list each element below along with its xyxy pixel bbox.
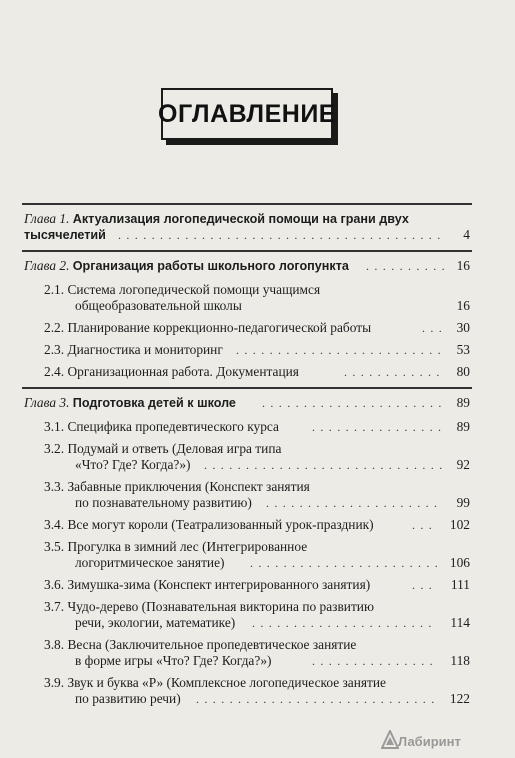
section-3-1 (44, 419, 279, 435)
labirint-logo-icon (381, 730, 399, 750)
section-title-cont: «Что? Где? Когда?») (75, 457, 191, 472)
section-title-cont: логоритмическое занятие) (75, 555, 225, 570)
section-3-4 (44, 517, 374, 533)
section-number: 3.3. (44, 479, 65, 494)
section-title-cont: по познавательному развитию) (75, 495, 252, 510)
section-3-3-page: 99 (456, 495, 470, 510)
leader-dots: . . . . . . . . . . . . (344, 365, 441, 379)
section-title-cont: общеобразовательной школы (75, 298, 242, 313)
watermark-text: Лабиринт (398, 734, 461, 749)
toc-title: ОГЛАВЛЕНИЕ (158, 99, 336, 128)
section-3-8-line1 (44, 637, 356, 653)
section-title: Чудо-дерево (Познавательная викторина по развитию (67, 599, 374, 614)
chapter-1-page: 4 (463, 227, 470, 242)
section-number: 3.7. (44, 599, 65, 614)
section-3-6-page: 111 (450, 577, 470, 592)
section-title-cont: по развитию речи) (75, 691, 181, 706)
leader-dots: . . . (422, 321, 443, 335)
leader-dots: . . . . . . . . . . (366, 259, 446, 273)
section-3-4-page: 102 (449, 517, 470, 532)
section-3-5-line2 (75, 555, 225, 571)
section-title: Забавные приключения (Конспект занятия (67, 479, 310, 494)
section-3-5-page: 106 (449, 555, 470, 570)
section-title: Специфика пропедевтического курса (67, 419, 279, 434)
chapter-1-title-line2: тысячелетий (24, 228, 106, 242)
section-3-7-line2 (75, 615, 235, 631)
section-3-7-page: 114 (450, 615, 470, 630)
leader-dots: . . . . . . . . . . . . . . . . . . . . . . . . . . . . . (204, 458, 444, 472)
section-3-3-line1 (44, 479, 310, 495)
chapter-2-label: Глава 2 (24, 258, 67, 273)
chapter-1-title-line1: Актуализация логопедической помощи на грани двух (72, 212, 409, 226)
leader-dots: . . . . . . . . . . . . . . . . . . . . . . . . . (236, 343, 442, 357)
section-2-1-line1 (44, 282, 320, 298)
section-number: 3.4. (44, 517, 65, 532)
section-3-8-page: 118 (450, 653, 470, 668)
section-2-4-page: 80 (456, 364, 470, 379)
section-2-2 (44, 320, 371, 336)
chapter-1-label: Глава 1 (24, 211, 67, 226)
section-title: Подумай и ответь (Деловая игра типа (67, 441, 282, 456)
divider (22, 203, 472, 205)
leader-dots: . . . (412, 578, 433, 592)
leader-dots: . . . . . . . . . . . . . . . (312, 654, 434, 668)
section-title: Диагностика и мониторинг (67, 342, 223, 357)
section-2-2-page: 30 (456, 320, 470, 335)
section-number: 3.2. (44, 441, 65, 456)
leader-dots: . . . . . . . . . . . . . . . . . . . . . . . (250, 556, 439, 570)
section-3-8-line2 (75, 653, 271, 669)
section-2-1-line2 (75, 298, 242, 314)
section-number: 3.5. (44, 539, 65, 554)
section-number: 3.6. (44, 577, 65, 592)
chapter-2-title: Организация работы школьного логопункта (72, 259, 349, 273)
chapter-2-heading: Глава 2. Организация работы школьного логопункта (24, 258, 349, 273)
divider (22, 387, 472, 389)
chapter-1-heading: Глава 1. Актуализация логопедической помощи на грани двух (24, 211, 409, 226)
section-3-5-line1 (44, 539, 307, 555)
section-3-9-page: 122 (449, 691, 470, 706)
chapter-2-page: 16 (456, 258, 470, 273)
section-2-3 (44, 342, 223, 358)
section-title: Зимушка-зима (Конспект интегрированного занятия) (67, 577, 371, 592)
section-3-2-line1 (44, 441, 281, 457)
leader-dots: . . . . . . . . . . . . . . . . . . . . . (266, 496, 439, 510)
section-title: Все могут короли (Театрализованный урок-праздник) (67, 517, 374, 532)
section-number: 3.8. (44, 637, 65, 652)
leader-dots: . . . . . . . . . . . . . . . . . . . . . . . . . . . . . . . . . . . . . . . (118, 228, 442, 242)
chapter-3-title: Подготовка детей к школе (72, 396, 236, 410)
section-3-2-page: 92 (456, 457, 470, 472)
leader-dots: . . . . . . . . . . . . . . . . . . . . . . (262, 396, 443, 410)
chapter-3-page: 89 (456, 395, 470, 410)
section-3-7-line1 (44, 599, 374, 615)
section-2-1-page: 16 (456, 298, 470, 313)
section-3-1-page: 89 (456, 419, 470, 434)
chapter-1-heading-cont (24, 227, 106, 243)
section-3-2-line2 (75, 457, 190, 473)
chapter-3-label: Глава 3 (24, 395, 67, 410)
leader-dots: . . . . . . . . . . . . . . . . . . . . . . (252, 616, 433, 630)
section-title: Весна (Заключительное пропедевтическое занятие (67, 637, 357, 652)
section-3-3-line2 (75, 495, 252, 511)
section-3-9-line2 (75, 691, 181, 707)
divider (22, 250, 472, 252)
section-3-6 (44, 577, 370, 593)
section-title-cont: речи, экологии, математике) (75, 615, 236, 630)
section-2-4 (44, 364, 299, 380)
section-title: Организационная работа. Документация (67, 364, 299, 379)
section-2-3-page: 53 (456, 342, 470, 357)
chapter-3-heading: Глава 3. Подготовка детей к школе (24, 395, 236, 410)
section-number: 2.1. (44, 282, 65, 297)
section-title: Прогулка в зимний лес (Интегрированное (67, 539, 308, 554)
section-number: 3.1. (44, 419, 65, 434)
section-number: 2.4. (44, 364, 65, 379)
section-number: 2.2. (44, 320, 65, 335)
section-title: Система логопедической помощи учащимся (67, 282, 321, 297)
section-number: 2.3. (44, 342, 65, 357)
section-title: Звук и буква «Р» (Комплексное логопедическое занятие (67, 675, 387, 690)
section-title-cont: в форме игры «Что? Где? Когда?») (75, 653, 272, 668)
leader-dots: . . . (412, 518, 433, 532)
section-number: 3.9. (44, 675, 65, 690)
leader-dots: . . . . . . . . . . . . . . . . (312, 420, 443, 434)
toc-title-box (158, 88, 336, 140)
section-3-9-line1 (44, 675, 386, 691)
leader-dots: . . . . . . . . . . . . . . . . . . . . . . . . . . . . . (196, 692, 436, 706)
section-title: Планирование коррекционно-педагогической работы (67, 320, 372, 335)
